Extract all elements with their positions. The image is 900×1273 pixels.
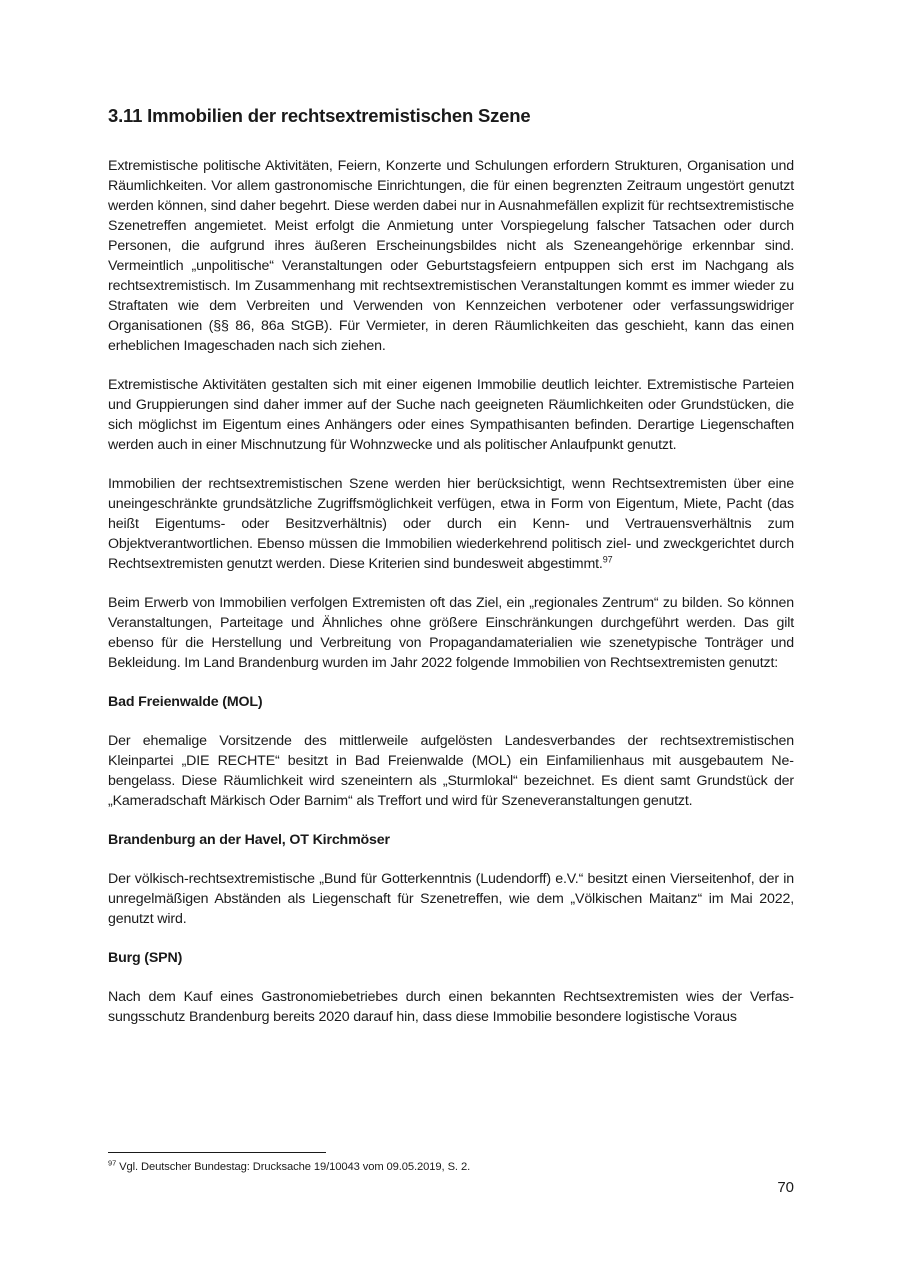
acquisition-paragraph: Beim Erwerb von Immobilien verfolgen Extremisten oft das Ziel, ein „regionales Zentrum“ zu bilden. So können Veranstaltungen, Parteitage und Ähnliches ohne größere Einschränkungen durchgeführt werden. Das gilt ebenso für die Herstellung und Verbreitung von Propagandamaterialien wie szenetypische Tonträger und Bekleidung. Im Land Brandenburg wurden im Jahr 2022 folgende Immobilien von Rechtsextremisten genutzt: (108, 595, 794, 671)
section-title: 3.11 Immobilien der rechtsextremistischen Szene (108, 105, 531, 126)
footnote-divider (108, 1152, 326, 1153)
footnote (108, 1160, 470, 1174)
footnote-number: 97 (108, 1158, 117, 1168)
location-heading-brandenburg-havel: Brandenburg an der Havel, OT Kirchmöser (108, 832, 390, 848)
criteria-paragraph-text: Immobilien der rechtsextremistischen Szene werden hier berücksichtigt, wenn Rechtsextremisten über eine uneingeschränkte grundsätzliche Zugriffsmöglichkeit verfügen, etwa in Form von Eigentum, Miete, Pacht (das heißt Eigentums- oder Besitzverhältnis) oder durch ein Kenn- und Vertrauensverhältnis zum Objektverantwortlichen. Ebenso müssen die Immobilien wiederkehrend politisch ziel- und zweckgerichtet durch Rechtsextremisten genutzt werden. Diese Kriterien sind bundesweit abgestimmt. (108, 476, 794, 572)
page-content (108, 104, 794, 1046)
criteria-paragraph (108, 474, 794, 574)
own-property-paragraph: Extremistische Aktivitäten gestalten sich mit einer eigenen Immobilie deutlich leichter. Extremistische Parteien und Gruppierungen sind daher immer auf der Suche nach geeigneten Räumlichkeiten oder Grundstücken, die sich möglichst im Eigentum eines Anhängers oder eines Sympathisanten befinden. Derartige Liegenschaften werden auch in einer Mischnutzung für Wohnzwecke und als politischer Anlaufpunkt genutzt. (108, 377, 794, 453)
location-text-burg: Nach dem Kauf eines Gastronomiebetriebes durch einen bekannten Rechtsextremisten wies der Verfassungsschutz Brandenburg bereits 2020 darauf hin, dass diese Immobilie besondere logistische Voraus (108, 989, 794, 1025)
location-heading-bad-freienwalde: Bad Freienwalde (MOL) (108, 694, 263, 710)
footnote-text: Vgl. Deutscher Bundestag: Drucksache 19/10043 vom 09.05.2019, S. 2. (119, 1161, 471, 1173)
location-heading-burg: Burg (SPN) (108, 950, 183, 966)
location-text-brandenburg-havel: Der völkisch-rechtsextremistische „Bund für Gotterkenntnis (Ludendorff) e.V.“ besitzt einen Vierseitenhof, der in unregelmäßigen Abständen als Liegenschaft für Szenetreffen, wie dem „Völkischen Maitanz“ im Mai 2022, genutzt wird. (108, 871, 794, 927)
location-text-bad-freienwalde: Der ehemalige Vorsitzende des mittlerweile aufgelösten Landesverbandes der rechtsextremistischen Kleinpartei „DIE RECHTE“ besitzt in Bad Freienwalde (MOL) ein Einfamilienhaus mit ausgebautem Nebengelass. Diese Räumlichkeit wird szeneintern als „Sturmlokal“ bezeichnet. Es dient samt Grundstück der „Kameradschaft Märkisch Oder Barnim“ als Treffort und wird für Szeneveranstaltungen genutzt. (108, 733, 794, 809)
intro-paragraph: Extremistische politische Aktivitäten, Feiern, Konzerte und Schulungen erfordern Strukturen, Organisation und Räumlichkeiten. Vor allem gastronomische Einrichtungen, die für einen begrenzten Zeitraum ungestört genutzt werden können, sind daher begehrt. Diese werden dabei nur in Ausnahmefällen explizit für rechtsextremistische Szenetreffen angemietet. Meist erfolgt die Anmietung unter Vorspiegelung falscher Tatsachen oder durch Personen, die aufgrund ihres äußeren Erscheinungsbildes nicht als Szeneangehörige erkennbar sind. Vermeintlich „unpolitische“ Veranstaltungen oder Geburtstagsfeiern entpuppen sich erst im Nachgang als rechtsextremistisch. Im Zusammenhang mit rechtsextremistischen Veranstaltungen kommt es immer wieder zu Straftaten wie dem Verbreiten und Verwenden von Kennzeichen verbotener oder verfassungswidriger Organisationen (§§ 86, 86a StGB). Für Vermieter, in deren Räumlichkeiten das geschieht, kann das einen erheblichen Imageschaden nach sich ziehen. (108, 158, 794, 354)
page-number: 70 (777, 1179, 794, 1196)
footnote-reference[interactable]: 97 (602, 554, 613, 565)
